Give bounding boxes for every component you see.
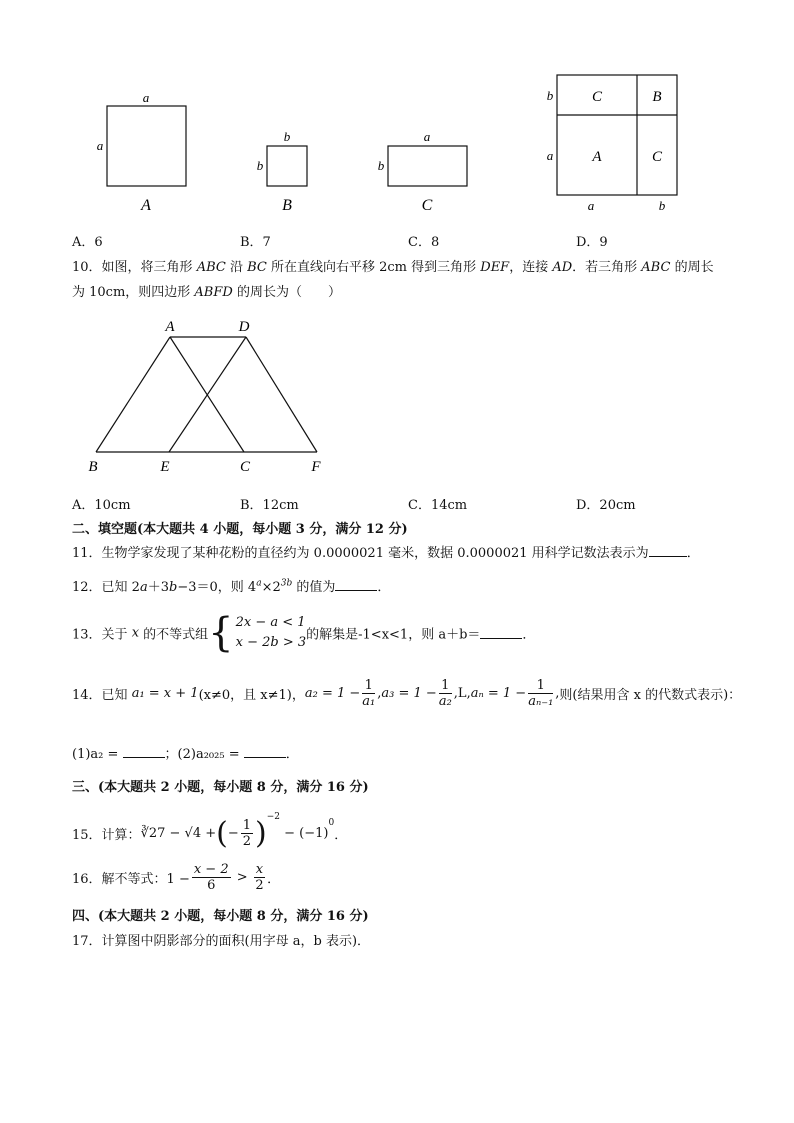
- q14-line2: (1)a₂ = ；(2)a₂₀₂₅ = ．: [72, 747, 299, 762]
- system-brace: {: [208, 610, 234, 656]
- q16-frac-left: $\frac{x - 2}{6}$: [193, 862, 229, 893]
- q16: 16．解不等式：1 − $\frac{x - 2}{6}$ > $\frac{x}{2}$ ．: [72, 862, 281, 893]
- composite-left-top-label: b: [546, 88, 554, 103]
- q9-option-c: C．8: [408, 235, 440, 250]
- q14-answer-blank-2: [244, 746, 286, 758]
- q10-option-a: A．10cm: [72, 498, 131, 513]
- segment-df: [246, 337, 317, 452]
- q10-figure: [80, 315, 340, 480]
- q11-answer-blank: [649, 545, 687, 557]
- composite-bottom-right-label: b: [658, 198, 666, 213]
- q10-option-d: D．20cm: [576, 498, 636, 513]
- q10-line1: 10．如图，将三角形 ABC 沿 BC 所在直线向右平移 2cm 得到三角形 DEF，连接 AD．若三角形 ABC 的周长: [72, 260, 714, 275]
- square-b: [267, 146, 307, 186]
- q9-option-a: A．6: [72, 235, 103, 250]
- q9-figure: [90, 65, 690, 220]
- section-3-heading: 三、(本大题共 2 小题，每小题 8 分，满分 16 分): [72, 780, 369, 795]
- q10-option-c: C．14cm: [408, 498, 468, 513]
- q12: 12．已知 2a＋3b−3＝0，则 $4^a\times 2^{3b}$ 的值为 ．: [72, 578, 391, 595]
- square-a-top-label: a: [142, 90, 150, 105]
- q14-line1: 14．已知 a₁ = x + 1(x≠0，且 x≠1)，a₂ = 1 − $\frac{1}{\text{a₁}}$ ,a₃ = 1 − $\frac{1}{\text{a₂}}$ ,L,aₙ = 1 − $\frac{1}{\text{aₙ₋₁}}$ ,则(结果用含 x 的代数式表示)：: [72, 678, 742, 709]
- q9-option-d: D．9: [576, 235, 608, 250]
- rect-c-left-label: b: [377, 158, 385, 173]
- q12-answer-blank: [335, 579, 377, 591]
- q17: 17．计算图中阴影部分的面积(用字母 a，b 表示)．: [72, 934, 371, 949]
- rect-c-caption: C: [421, 197, 433, 214]
- segment-ab: [96, 337, 170, 452]
- square-a: [107, 106, 186, 186]
- square-a-caption: A: [141, 197, 151, 214]
- q10-option-b: B．12cm: [240, 498, 299, 513]
- q16-frac-right: $\frac{x}{2}$: [255, 862, 264, 893]
- point-a-label: A: [165, 319, 175, 335]
- q9-option-b: B．7: [240, 235, 271, 250]
- composite-cell-c-top: C: [591, 89, 603, 105]
- point-c-label: C: [239, 459, 251, 475]
- q13: 13．关于 x 的不等式组{ 2x − a < 1 x − 2b > 3 的解集是-1<x<1，则 a＋b＝ ．: [72, 610, 536, 656]
- composite-left-bottom-label: a: [546, 148, 554, 163]
- point-f-label: F: [311, 459, 321, 475]
- inequality-system: 2x − a < 1 x − 2b > 3: [235, 615, 307, 650]
- rect-c-top-label: a: [423, 129, 431, 144]
- composite-bottom-left-label: a: [587, 198, 595, 213]
- section-2-heading: 二、填空题(本大题共 4 小题，每小题 3 分，满分 12 分): [72, 522, 408, 537]
- q14-frac-a3: $\frac{1}{\text{a₂}}$: [438, 678, 452, 709]
- square-b-top-label: b: [283, 129, 291, 144]
- q15-frac: $\frac{1}{2}$: [242, 818, 252, 849]
- q11: 11．生物学家发现了某种花粉的直径约为 0.0000021 毫米，数据 0.0000021 用科学记数法表示为 ．: [72, 546, 700, 561]
- q13-answer-blank: [480, 627, 522, 639]
- q14-answer-blank-1: [123, 746, 165, 758]
- q10-line2: 为 10cm，则四边形 ABFD 的周长为（ ）: [72, 285, 341, 300]
- q15: 15．计算：∛27 − √4 +(− $\frac{1}{2}$ )$^{-2} - (-1)^0$．: [72, 812, 348, 851]
- point-d-label: D: [238, 319, 250, 335]
- composite-cell-c-right: C: [651, 149, 663, 165]
- composite-cell-a: A: [592, 149, 602, 165]
- composite-cell-b: B: [652, 89, 662, 105]
- square-b-left-label: b: [256, 158, 264, 173]
- square-a-left-label: a: [96, 138, 104, 153]
- q14-frac-a2: $\frac{1}{\text{a₁}}$: [362, 678, 376, 709]
- q14-frac-an: $\frac{1}{\text{aₙ₋₁}}$: [528, 678, 554, 709]
- square-b-caption: B: [282, 197, 292, 214]
- section-4-heading: 四、(本大题共 2 小题，每小题 8 分，满分 16 分): [72, 909, 369, 924]
- rect-c: [388, 146, 467, 186]
- point-b-label: B: [88, 459, 98, 475]
- point-e-label: E: [160, 459, 170, 475]
